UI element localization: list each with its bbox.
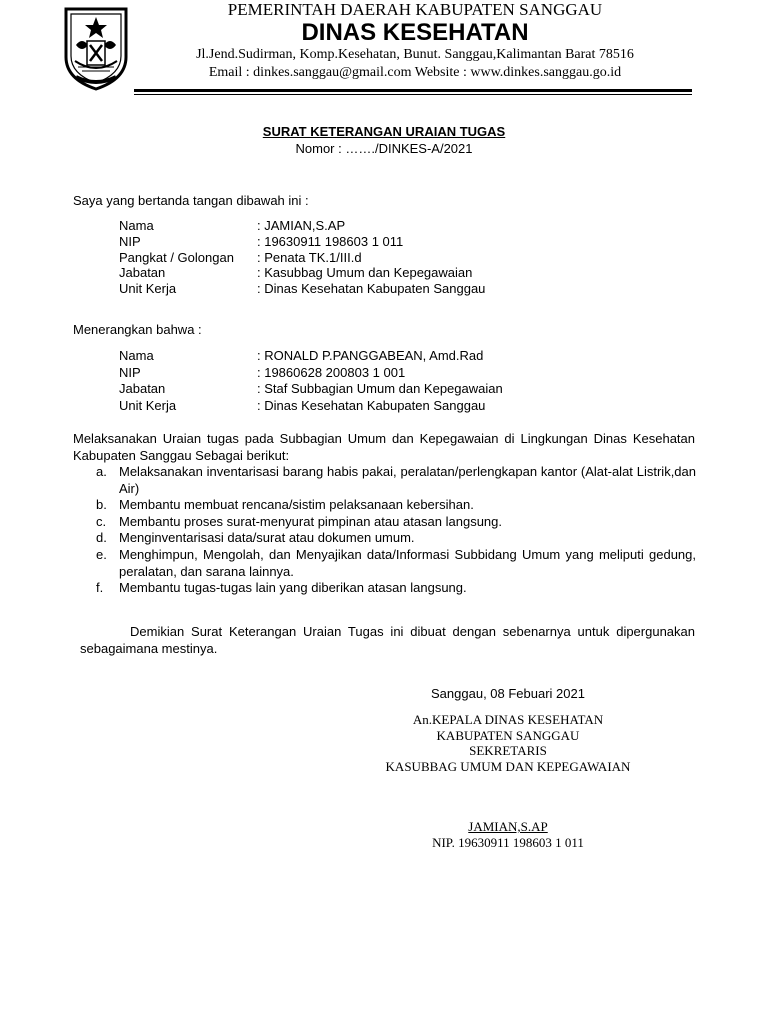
- subject-label: NIP: [119, 365, 141, 380]
- signature-role: SEKRETARIS: [469, 743, 547, 758]
- document-number: Nomor : ……./DINKES-A/2021: [295, 141, 473, 156]
- duty-item: [96, 514, 696, 531]
- duty-text: Membantu tugas-tugas lain yang diberikan atasan langsung.: [119, 580, 467, 595]
- subject-label: Jabatan: [119, 381, 166, 396]
- subject-value: : RONALD P.PANGGABEAN, Amd.Rad: [257, 348, 484, 363]
- subject-intro: Menerangkan bahwa :: [73, 322, 202, 337]
- signature-office: KASUBBAG UMUM DAN KEPEGAWAIAN: [385, 759, 631, 774]
- duty-item: [96, 530, 696, 547]
- signatory-label: NIP: [119, 234, 141, 249]
- signatory-value: : JAMIAN,S.AP: [257, 218, 346, 233]
- office-contact: Email : dinkes.sanggau@gmail.com Website : www.dinkes.sanggau.go.id: [208, 65, 622, 80]
- duty-text: Menghimpun, Mengolah, dan Menyajikan data/Informasi Subbidang Umum yang meliputi gedung, peralatan, dan sarana lainnya.: [119, 547, 696, 579]
- duty-marker: f.: [96, 580, 104, 595]
- duty-item: [96, 497, 696, 514]
- signature-on-behalf: An.KEPALA DINAS KESEHATAN: [412, 712, 604, 727]
- duty-text: Membantu membuat rencana/sistim pelaksanaan kebersihan.: [119, 497, 474, 512]
- duty-text: Membantu proses surat-menyurat pimpinan atau atasan langsung.: [119, 514, 502, 529]
- duty-item: [96, 547, 696, 580]
- signatory-label: Jabatan: [119, 265, 166, 280]
- letterhead-rule-thick: [134, 89, 692, 92]
- duty-item: [96, 580, 696, 597]
- office-address: Jl.Jend.Sudirman, Komp.Kesehatan, Bunut. Sanggau,Kalimantan Barat 78516: [196, 47, 634, 62]
- closing-statement: Demikian Surat Keterangan Uraian Tugas ini dibuat dengan sebenarnya untuk dipergunakan sebagaimana mestinya.: [80, 624, 695, 656]
- subject-label: Nama: [119, 348, 154, 363]
- signatory-value: : Kasubbag Umum dan Kepegawaian: [257, 265, 473, 280]
- signatory-value: : 19630911 198603 1 011: [257, 234, 404, 249]
- duty-text: Melaksanakan inventarisasi barang habis pakai, peralatan/perlengkapan kantor (Alat-alat Listrik,dan Air): [119, 464, 696, 496]
- duty-marker: e.: [96, 547, 107, 562]
- subject-label: Unit Kerja: [119, 398, 177, 413]
- subject-value: : Staf Subbagian Umum dan Kepegawaian: [257, 381, 503, 396]
- duty-item: [96, 464, 696, 497]
- duty-text: Menginventarisasi data/surat atau dokumen umum.: [119, 530, 415, 545]
- subject-value: : 19860628 200803 1 001: [257, 365, 406, 380]
- place-date: Sanggau, 08 Febuari 2021: [431, 686, 585, 701]
- signatory-label: Unit Kerja: [119, 281, 177, 296]
- letterhead-rule-thin: [134, 94, 692, 95]
- subject-value: : Dinas Kesehatan Kabupaten Sanggau: [257, 398, 486, 413]
- signatory-intro: Saya yang bertanda tangan dibawah ini :: [73, 193, 309, 208]
- signatory-value: : Penata TK.1/III.d: [257, 250, 362, 265]
- duty-marker: a.: [96, 464, 107, 479]
- signatory-nip: NIP. 19630911 198603 1 011: [432, 835, 584, 850]
- signatory-label: Nama: [119, 218, 154, 233]
- signatory-label: Pangkat / Golongan: [119, 250, 234, 265]
- duty-marker: c.: [96, 514, 107, 529]
- regency-coat-of-arms-icon: [62, 5, 130, 91]
- department-name: DINAS KESEHATAN: [301, 19, 529, 46]
- signatory-value: : Dinas Kesehatan Kabupaten Sanggau: [257, 281, 486, 296]
- duty-marker: d.: [96, 530, 107, 545]
- duties-intro: Melaksanakan Uraian tugas pada Subbagian Umum dan Kepegawaian di Lingkungan Dinas Kesehatan Kabupaten Sanggau Sebagai berikut:: [73, 431, 695, 463]
- signatory-name: JAMIAN,S.AP: [468, 819, 548, 834]
- government-name: PEMERINTAH DAERAH KABUPATEN SANGGAU: [227, 0, 603, 19]
- duty-marker: b.: [96, 497, 107, 512]
- signature-regency: KABUPATEN SANGGAU: [436, 728, 580, 743]
- document-title: SURAT KETERANGAN URAIAN TUGAS: [262, 124, 506, 139]
